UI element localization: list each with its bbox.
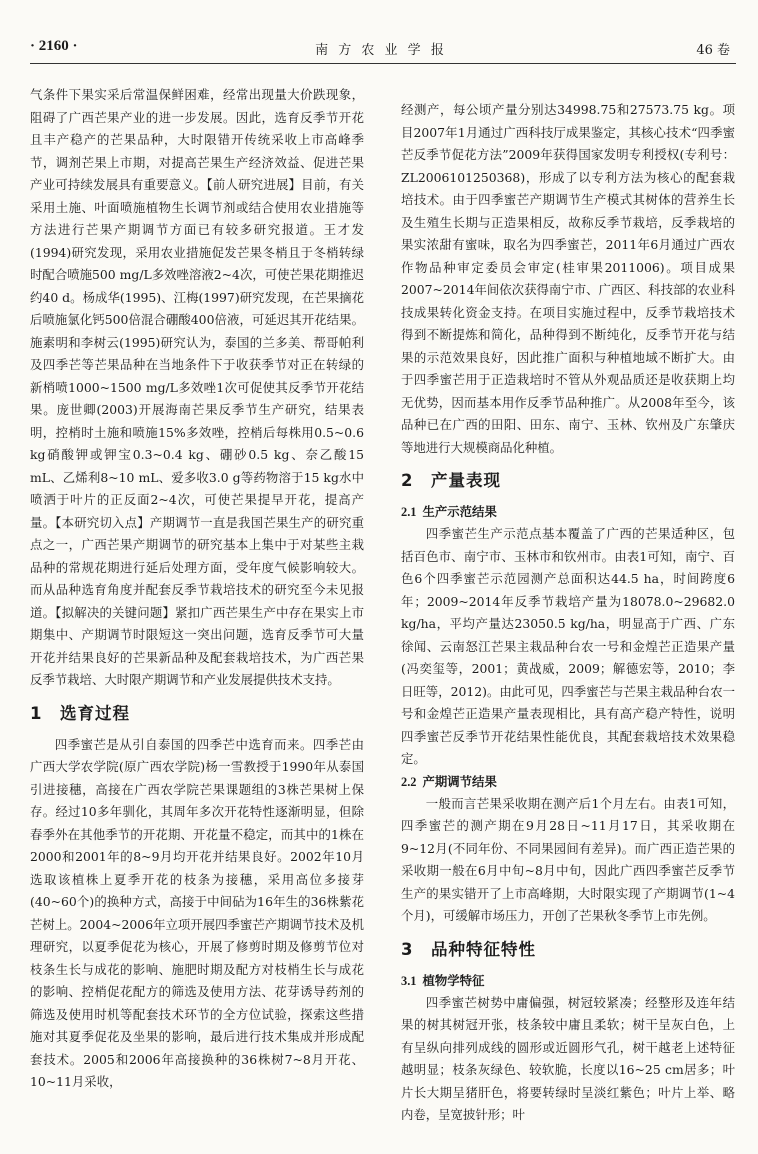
header-rule [30,63,736,64]
running-header [30,36,732,60]
subsection-title: 植物学特征 [422,972,485,988]
body-paragraph: 经测产，每公顷产量分别达34998.75和27573.75 kg。项目2007年1月通过广西科技厅成果鉴定，其核心技术“四季蜜芒反季节促花方法”2009年获得国家发明专利授权(专利号：ZL2006101250368)，形成了以专利方法为核心的配套栽培技术。由于四季蜜芒产期调节生产模式其树体的营养生长及生殖生长期与正造果相反，故称反季节栽培，反季栽培的果实浓甜有蜜味，取名为四季蜜芒，2011年6月通过广西农作物品种审定委员会审定(桂审果2011006)。项目成果2007~2014年间依次获得南宁市、广西区、科技部的农业科技成果转化资金支持。在项目实施过程中，反季节栽培技术得到不断提炼和简化，品种得到不断纯化，反季节开花与结果的示范效果良好，因此推广面积与种植地域不断扩大。由于四季蜜芒用于正造栽培时不管从外观品质还是收获期上均无优势，因而基本用作反季节品种推广。从2008年至今，该品种已在广西的田阳、田东、南宁、玉林、钦州及广东肇庆等地进行大规模商品化种植。 [401,102,735,455]
left-column [30,84,364,1094]
body-paragraph: 四季蜜芒生产示范点基本覆盖了广西的芒果适种区，包括百色市、南宁市、玉林市和钦州市。由表1可知，南宁、百色6个四季蜜芒示范园测产总面积达44.5 ha，时间跨度6年；2009~2014年反季节栽培产量为18078.0~29682.0 kg/ha，平均产量达23050.5 kg/ha，明显高于广西、广东徐闻、云南怒江芒果主栽品种台农一号和金煌芒正造果产量(冯奕玺等，2001；黄战威，2009；解德宏等，2010；李日旺等，2012)。由此可见，四季蜜芒与芒果主栽品种台农一号和金煌芒正造果产量表现相比，具有高产稳产特性，说明四季蜜芒反季节开花结果性能优良，其配套栽培技术效果稳定。 [401,526,735,766]
subsection-number: 2.2 [401,774,417,789]
subsection-title: 生产示范结果 [422,504,497,519]
body-paragraph: 四季蜜芒树势中庸偏强，树冠较紧凑；经整形及连年结果的树其树冠开张，枝条较中庸且柔软；树干呈灰白色，上有呈纵向排列成线的圆形或近圆形气孔，树干越老上述特征越明显；枝条灰绿色、较软脆，长度以16~25 cm居多；叶片长大期呈猪肝色，将要转绿时呈淡红紫色；叶片上举、略内卷，呈宽披针形；叶 [401,994,735,1122]
section-heading-2: 2 产量表现 [401,471,501,490]
section-heading-3: 3 品种特征特性 [401,939,536,959]
subsection-number: 2.1 [401,505,417,519]
subsection-heading-3-1 [401,970,735,992]
volume-label: 46 卷 [696,43,730,58]
body-paragraph: 气条件下果实采后常温保鲜困难，经常出现量大价跌现象，阻碍了广西芒果产业的进一步发展。因此，选育反季节开花且丰产稳产的芒果品种，大时限错开传统采收上市高峰季节，调剂芒果上市期，对提高芒果生产经济效益、促进芒果产业可持续发展具有重要意义。【前人研究进展】目前，有关采用土施、叶面喷施植物生长调节剂或结合使用农业措施等方法进行芒果产期调节方面已有较多研究报道。王才发(1994)研究发现，采用农业措施促发芒果冬梢且于冬梢转绿时配合喷施500 mg/L多效唑溶液2~4次，可使芒果花期推迟约40 d。杨成华(1995)、江梅(1997)研究发现，在芒果摘花后喷施氯化钙500倍混合硼酸400倍液，可延迟其开花结果。施素明和李树云(1995)研究认为，泰国的兰多美、帮哥帕利及四季芒等芒果品种在当地条件下于收获季节对正在转绿的新梢喷1000~1500 mg/L多效唑1次可促使其反季节开花结果。庞世卿(2003)开展海南芒果反季节生产研究，结果表明，控梢时土施和喷施15%多效唑，控梢后每株用0.5~0.6 kg硝酸钾或钾宝0.3~0.4 kg、硼砂0.5 kg、奈乙酸15 mL、乙烯利8~10 mL、爱多收3.0 g等药物溶于15 kg水中喷洒于叶片的正反面2~4次，可使芒果提早开花，提高产量。【本研究切入点】产期调节一直是我国芒果生产的研究重点之一，广西芒果产期调节的研究基本上集中于对某些主栽品种的常规花期进行延后处理方面，受年度气候影响较大。而从品种选育角度并配套反季节栽培技术的研究至今未见报道。【拟解决的关键问题】紧扣广西芒果生产中存在果实上市期集中、产期调节时限短这一突出问题，选育反季节可大量开花并结果良好的芒果新品种及配套栽培技术，为广西芒果反季节栽培、大时限产期调节和产业发展提供技术支持。 [30,87,364,687]
subsection-heading-2-2 [401,771,735,793]
journal-name: 南 方 农 业 学 报 [315,43,447,58]
subsection-title: 产期调节结果 [422,773,497,789]
right-column [401,99,735,1127]
page-number: · 2160 · [30,38,78,54]
subsection-number: 3.1 [401,973,417,988]
section-heading-1: 1 选育过程 [30,703,130,723]
body-paragraph: 一般而言芒果采收期在测产后1个月左右。由表1可知，四季蜜芒的测产期在9月28日~11月17日，其采收期在9~12月(不同年份、不同果园间有差异)。而广西正造芒果的采收期一般在6月中旬~8月中旬，因此广西四季蜜芒反季节生产的果实错开了上市高峰期，大时限实现了产期调节(1~4个月)，可缓解市场压力，开创了芒果秋冬季节上市先例。 [401,795,735,923]
body-paragraph: 四季蜜芒是从引自泰国的四季芒中选育而来。四季芒由广西大学农学院(原广西农学院)杨一雪教授于1990年从泰国引进接穗，高接在广西农学院芒果课题组的3株芒果树上保存。经过10多年驯化，其周年多次开花特性逐渐明显，但除春季外在其他季节的开花期、开花量不稳定，而其中的1株在2000和2001年的8~9月均开花并结果良好。2002年10月选取该植株上夏季开花的枝条为接穗，采用高位多接芽(40~60个)的换种方式，高接于中间砧为16年生的36株紫花芒树上。2004~2006年立项开展四季蜜芒产期调节技术及机理研究，以夏季促花为核心，开展了修剪时期及修剪节位对枝条生长与成花的影响、施肥时期及配方对枝梢生长与成花的影响、控梢促花配方的筛选及使用方法、花芽诱导药剂的筛选及使用时机等配套技术环节的全方位试验，探索这些措施对其夏季促花及坐果的影响，最后进行技术集成并形成配套技术。2005和2006年高接换种的36株树7~8月开花、10~11月采收， [30,736,364,1089]
subsection-heading-2-1 [401,501,735,523]
